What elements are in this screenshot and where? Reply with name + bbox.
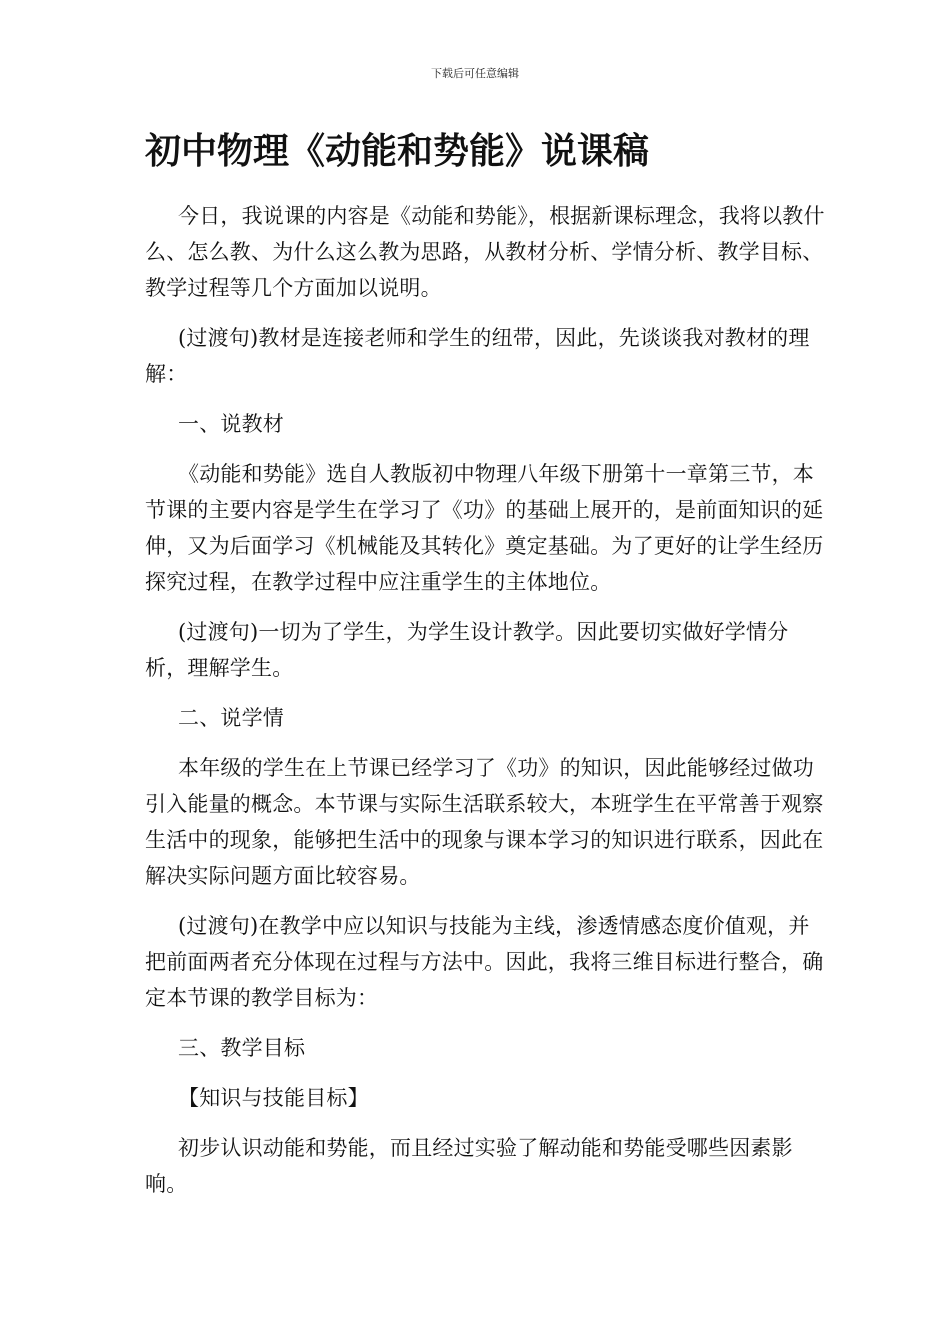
textbook-paragraph: 《动能和势能》选自人教版初中物理八年级下册第十一章第三节，本节课的主要内容是学生在学习了《功》的基础上展开的，是前面知识的延伸，又为后面学习《机械能及其转化》奠定基础。为了更好的让学生经历探究过程，在教学过程中应注重学生的主体地位。 [145, 462, 824, 594]
students-paragraph: 本年级的学生在上节课已经学习了《功》的知识，因此能够经过做功引入能量的概念。本节课与实际生活联系较大，本班学生在平常善于观察生活中的现象，能够把生活中的现象与课本学习的知识进行联系，因此在解决实际问题方面比较容易。 [145, 756, 824, 888]
section-heading-textbook: 一、说教材 [178, 412, 284, 436]
section-heading-objectives: 三、教学目标 [178, 1036, 306, 1060]
document-title: 初中物理《动能和势能》说课稿 [145, 131, 650, 172]
transition-paragraph-2: (过渡句)一切为了学生，为学生设计教学。因此要切实做好学情分析，理解学生。 [145, 620, 789, 680]
transition-paragraph-3: (过渡句)在教学中应以知识与技能为主线，渗透情感态度价值观，并把前面两者充分体现在过程与方法中。因此，我将三维目标进行整合，确定本节课的教学目标为： [145, 914, 824, 1010]
knowledge-skill-paragraph: 初步认识动能和势能，而且经过实验了解动能和势能受哪些因素影响。 [145, 1136, 793, 1196]
knowledge-skill-heading: 【知识与技能目标】 [178, 1086, 369, 1110]
intro-paragraph: 今日，我说课的内容是《动能和势能》，根据新课标理念，我将以教什么、怎么教、为什么这么教为思路，从教材分析、学情分析、教学目标、教学过程等几个方面加以说明。 [145, 204, 825, 300]
transition-paragraph-1: (过渡句)教材是连接老师和学生的纽带，因此，先谈谈我对教材的理解： [145, 326, 810, 386]
page-header-note: 下载后可任意编辑 [431, 67, 519, 80]
document-body [145, 198, 825, 1216]
section-heading-students: 二、说学情 [178, 706, 284, 730]
